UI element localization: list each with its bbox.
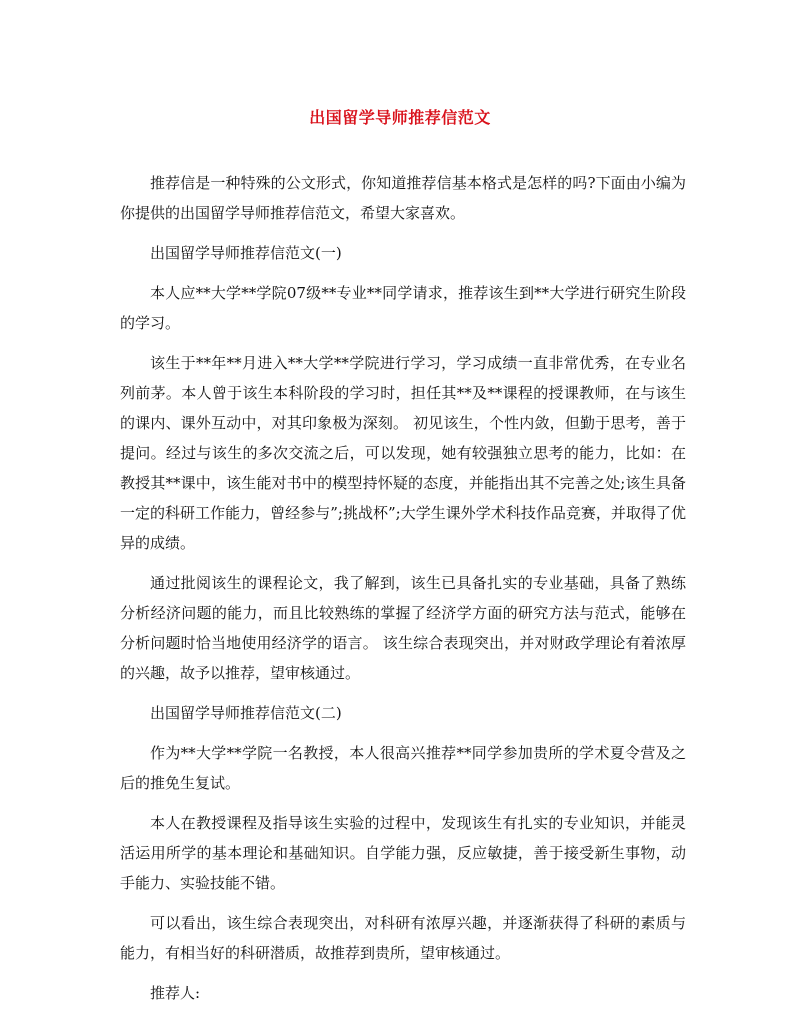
intro-paragraph: 推荐信是一种特殊的公文形式，你知道推荐信基本格式是怎样的吗?下面由小编为你提供的出国留学导师推荐信范文，希望大家喜欢。 [120, 174, 686, 222]
letter1-paragraph-3: 通过批阅该生的课程论文，我了解到，该生已具备扎实的专业基础，具备了熟练分析经济问题的能力，而且比较熟练的掌握了经济学方面的研究方法与范式，能够在分析问题时恰当地使用经济学的语言。 该生综合表现突出，并对财政学理论有着浓厚的兴趣，故予以推荐，望审核通过。 [120, 574, 686, 682]
document-body [120, 168, 686, 1018]
letter1-paragraph-1: 本人应**大学**学院07级**专业**同学请求，推荐该生到**大学进行研究生阶段的学习。 [120, 284, 686, 332]
section-heading-2: 出国留学导师推荐信范文(二) [150, 704, 342, 722]
section-heading-1: 出国留学导师推荐信范文(一) [150, 244, 342, 262]
letter2-paragraph-3: 可以看出，该生综合表现突出，对科研有浓厚兴趣，并逐渐获得了科研的素质与能力，有相当好的科研潜质，故推荐到贵所，望审核通过。 [120, 914, 686, 962]
letter1-paragraph-2: 该生于**年**月进入**大学**学院进行学习，学习成绩一直非常优秀，在专业名列前茅。本人曾于该生本科阶段的学习时，担任其**及**课程的授课教师，在与该生的课内、课外互动中，对其印象极为深刻。 初见该生，个性内敛，但勤于思考，善于提问。经过与该生的多次交流之后，可以发现，她有较强独立思考的能力，比如：在教授其**课中，该生能对书中的模型持怀疑的态度，并能指出其不完善之处;该生具备一定的科研工作能力，曾经参与”;挑战杯”;大学生课外学术科技作品竞赛，并取得了优异的成绩。 [120, 354, 686, 552]
document-title: 出国留学导师推荐信范文 [309, 108, 491, 127]
letter2-paragraph-1: 作为**大学**学院一名教授，本人很高兴推荐**同学参加贵所的学术夏令营及之后的推免生复试。 [120, 744, 686, 792]
letter2-paragraph-2: 本人在教授课程及指导该生实验的过程中，发现该生有扎实的专业知识，并能灵活运用所学的基本理论和基础知识。自学能力强，反应敏捷，善于接受新生事物，动手能力、实验技能不错。 [120, 814, 686, 892]
signature-label: 推荐人: [150, 984, 201, 1002]
